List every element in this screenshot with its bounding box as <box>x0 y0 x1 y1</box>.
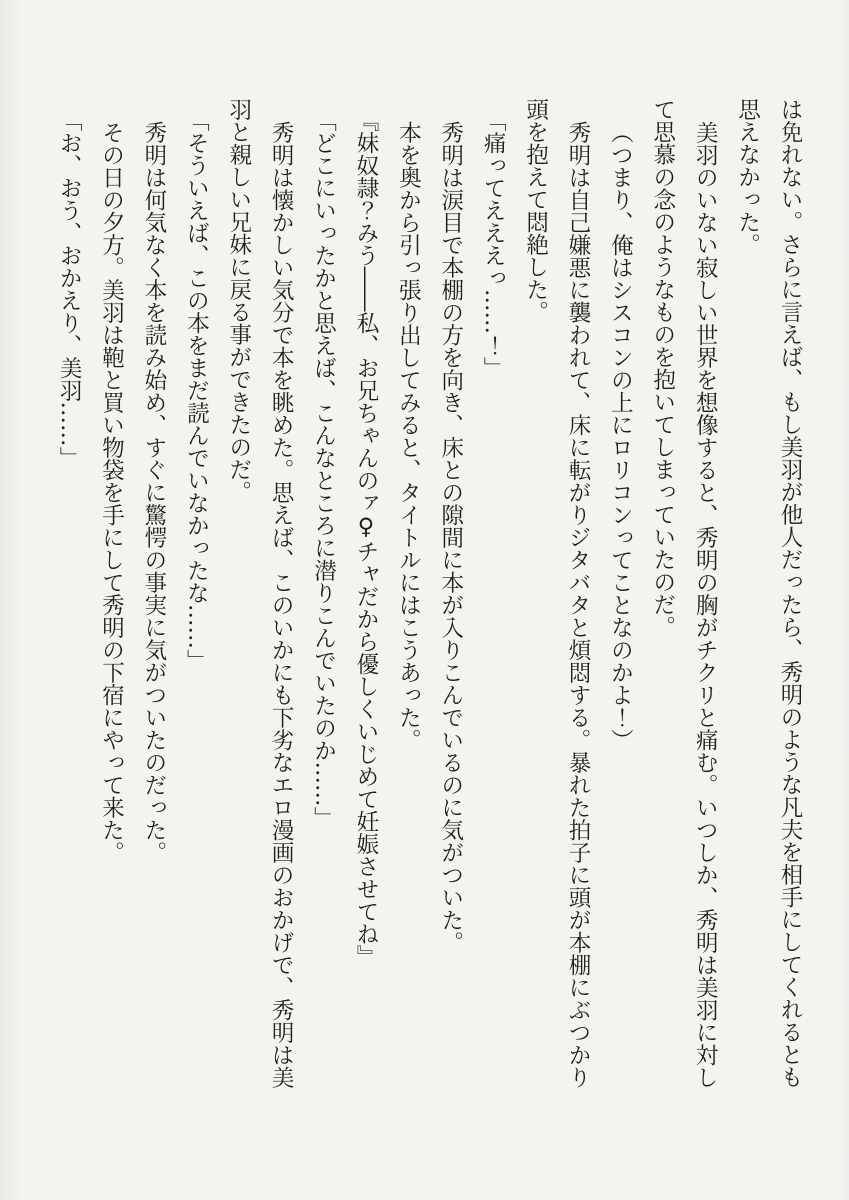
paragraph-10: 秀明は懐かしい気分で本を眺めた。思えば、このいかにも下劣なエロ漫画のおかげで、秀明は美羽と親しい兄妹に戻る事ができたのだ。 <box>225 98 295 1088</box>
novel-text-block <box>48 98 811 1090</box>
paragraph-7: 本を奥から引っ張り出してみると、タイトルにはこうあった。 <box>395 120 422 751</box>
paragraph-6: 秀明は涙目で本棚の方を向き、床との隙間に本が入りこんでいるのに気がついた。 <box>437 120 464 953</box>
paragraph-4: 秀明は自己嫌悪に襲われて、床に転がりジタバタと煩悶する。暴れた拍子に頭が本棚にぶつかり頭を抱えて悶絶した。 <box>522 98 591 1088</box>
paragraph-13: その日の夕方。美羽は鞄と買い物袋を手にして秀明の下宿にやって来た。 <box>98 120 125 863</box>
paragraph-5: 「痛ってえええっ……！」 <box>480 109 507 380</box>
paragraph-2: 美羽のいない寂しい世界を想像すると、秀明の胸がチクリと痛む。いつしか、秀明は美羽に対して思慕の念のようなものを抱いてしまっていたのだ。 <box>649 98 719 1088</box>
paragraph-11: 「そういえば、この本をまだ読んでいなかったな……」 <box>183 109 210 672</box>
paragraph-3: （つまり、俺はシスコンの上にロリコンってことなのかよ！） <box>607 120 634 751</box>
paragraph-14: 「お、おう、おかえり、美羽……」 <box>56 109 83 470</box>
paragraph-12: 秀明は何気なく本を読み始め、すぐに驚愕の事実に気がついたのだった。 <box>140 120 167 863</box>
paragraph-8: 『妹奴隷？みう――私、お兄ちゃんのァ♀チャだから優しくいじめて妊娠させてね』 <box>352 109 379 968</box>
paragraph-9: 「どこにいったかと思えば、こんなところに潜りこんでいたのか……」 <box>310 109 337 830</box>
paragraph-1: は免れない。さらに言えば、もし美羽が他人だったら、秀明のような凡夫を相手にしてくれるとも思えなかった。 <box>734 98 803 1088</box>
